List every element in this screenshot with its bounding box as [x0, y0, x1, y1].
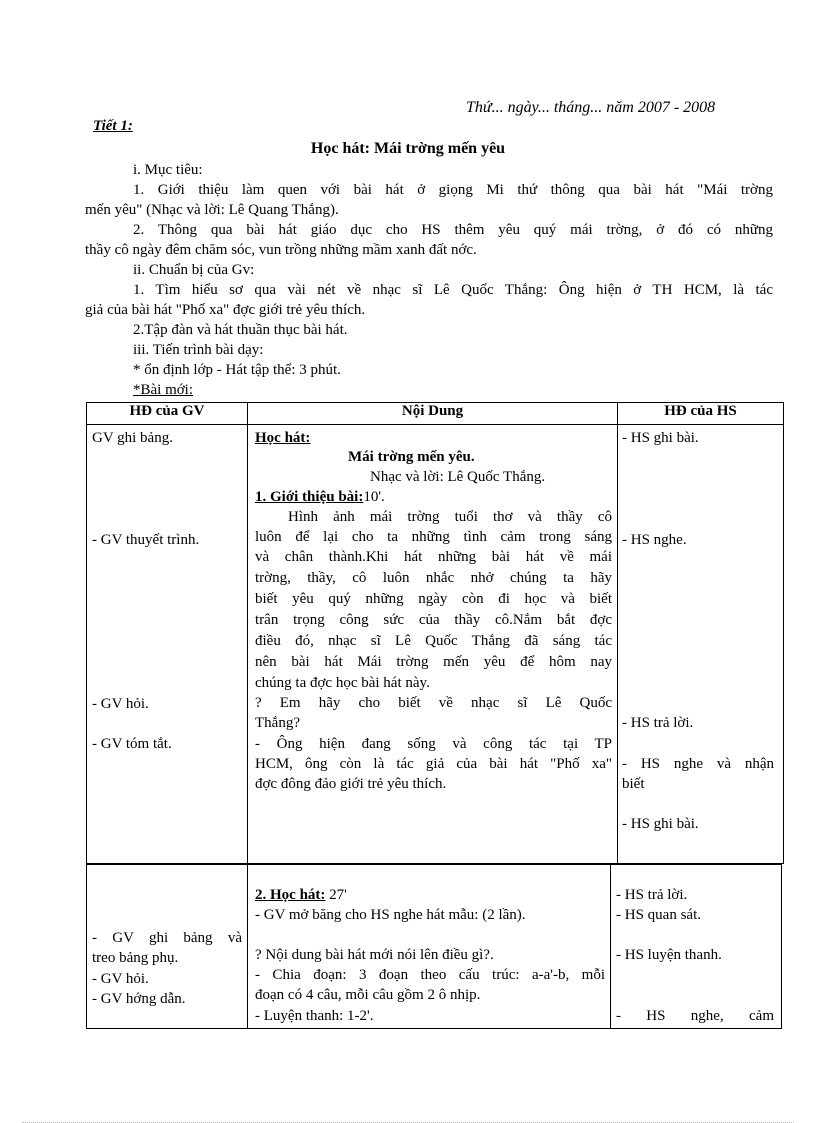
student-action: - HS nghe.: [622, 532, 687, 548]
new-lesson-label: *Bài mới:: [133, 382, 194, 398]
teacher-action: - GV tóm tắt.: [92, 736, 172, 752]
paragraph-line: và chân thành.Khi hát những bài hát về mái: [255, 549, 612, 565]
paragraph-line: trân trọng công sức của thầy cô.Nắm bắt đợc: [255, 612, 612, 628]
teacher-action: - GV ghi bảng và: [92, 930, 242, 946]
student-column: [611, 865, 782, 1029]
objective-1: 1. Giới thiệu làm quen với bài hát ở giọng Mi thứ thông qua bài hát "Mái trờng: [133, 182, 773, 198]
paragraph-line: nên bài hát Mái trờng mến yêu để hôm nay: [255, 654, 612, 670]
song-author: Nhạc và lời: Lê Quốc Thắng.: [370, 469, 546, 485]
header-teacher: HĐ của GV: [87, 403, 248, 425]
answer-line: - Ông hiện đang sống và công tác tại TP: [255, 736, 612, 752]
teacher-column: [87, 865, 248, 1029]
objective-2: 2. Thông qua bài hát giáo dục cho HS thêm yêu quý mái trờng, ở đó có những: [133, 222, 773, 238]
student-action: - HS nghe và nhận: [622, 756, 774, 772]
paragraph-line: trờng, thầy, cô luôn nhắc nhở chúng ta hãy: [255, 570, 612, 586]
section-1-title: 1. Giới thiệu bài:: [255, 489, 364, 505]
section-2-title: 2. Học hát:: [255, 887, 326, 903]
student-action: biết: [622, 776, 645, 792]
teacher-action: - GV hỏi.: [92, 971, 149, 987]
student-action: - HS ghi bài.: [622, 430, 699, 446]
date-line: Thứ... ngày... tháng... năm 2007 - 2008: [466, 99, 716, 116]
question-line: Thắng?: [255, 715, 300, 731]
preparation-2: 2.Tập đàn và hát thuần thục bài hát.: [133, 322, 348, 338]
lesson-label: Tiết 1:: [93, 118, 133, 134]
paragraph-line: Hình ảnh mái trờng tuổi thơ và thầy cô: [288, 509, 612, 525]
student-action: - HS trả lời.: [622, 715, 694, 731]
section-1-heading: [255, 487, 385, 507]
class-stabilize: * ổn định lớp - Hát tập thể: 3 phút.: [133, 362, 341, 378]
objectives-heading: i. Mục tiêu:: [133, 162, 203, 178]
paragraph-line: chúng ta đợc học bài hát này.: [255, 675, 430, 691]
objective-2-cont: thầy cô ngày đêm chăm sóc, vun trồng những mầm xanh đất nớc.: [85, 242, 477, 258]
section-1-time: 10'.: [363, 489, 385, 505]
header-content: Nội Dung: [248, 403, 618, 425]
teacher-action: - GV hỏi.: [92, 696, 149, 712]
paragraph-line: điều đó, nhạc sĩ Lê Quốc Thắng đã sáng tác: [255, 633, 612, 649]
teacher-column: [87, 425, 248, 864]
paragraph-line: biết yêu quý những ngày còn đi học và biết: [255, 591, 612, 607]
student-action: - HS trả lời.: [616, 887, 688, 903]
content-column: [248, 865, 611, 1029]
teacher-action: - GV thuyết trình.: [92, 532, 200, 548]
header-student: HĐ của HS: [618, 403, 784, 425]
preparation-1: 1. Tìm hiểu sơ qua vài nét về nhạc sĩ Lê Quốc Thắng: Ông hiện ở TH HCM, là tác: [133, 282, 773, 298]
answer-line: HCM, ông còn là tác giả của bài hát "Phố xa": [255, 756, 612, 772]
content-line: - Luyện thanh: 1-2'.: [255, 1008, 374, 1024]
preparation-1-cont: giả của bài hát "Phố xa" đợc giới trẻ yêu thích.: [85, 302, 366, 318]
song-title: Mái trờng mến yêu.: [348, 449, 475, 465]
question-line: ? Em hãy cho biết về nhạc sĩ Lê Quốc: [255, 695, 612, 711]
section-2-time: 27': [325, 887, 347, 903]
teacher-action: treo bảng phụ.: [92, 950, 179, 966]
process-heading: iii. Tiến trình bài dạy:: [133, 342, 264, 358]
teacher-action: - GV hớng dẫn.: [92, 991, 186, 1007]
teacher-action: GV ghi bảng.: [92, 430, 173, 446]
page-title: Học hát: Mái trờng mến yêu: [310, 140, 506, 157]
student-action: - HS ghi bài.: [622, 816, 699, 832]
student-action: - HS nghe, cảm: [616, 1008, 774, 1024]
preparation-heading: ii. Chuẩn bị của Gv:: [133, 262, 255, 278]
paragraph-line: luôn để lại cho ta những tình cảm trong sáng: [255, 529, 612, 545]
student-action: - HS luyện thanh.: [616, 947, 722, 963]
answer-line: đợc đông đảo giới trẻ yêu thích.: [255, 776, 447, 792]
student-action: - HS quan sát.: [616, 907, 701, 923]
content-heading: Học hát:: [255, 430, 311, 446]
lesson-table-1: [86, 402, 784, 864]
content-column: [248, 425, 618, 864]
objective-1-cont: mến yêu" (Nhạc và lời: Lê Quang Thắng).: [85, 202, 339, 218]
section-2-heading: [255, 885, 347, 905]
lesson-table-2: [86, 864, 782, 1029]
content-line: đoạn có 4 câu, mỗi câu gồm 2 ô nhịp.: [255, 987, 481, 1003]
content-line: - GV mở băng cho HS nghe hát mẫu: (2 lần).: [255, 907, 526, 923]
student-column: [618, 425, 784, 864]
content-line: - Chia đoạn: 3 đoạn theo cấu trúc: a-a'-b, mỗi: [255, 967, 605, 983]
content-line: ? Nội dung bài hát mới nói lên điều gì?.: [255, 947, 494, 963]
